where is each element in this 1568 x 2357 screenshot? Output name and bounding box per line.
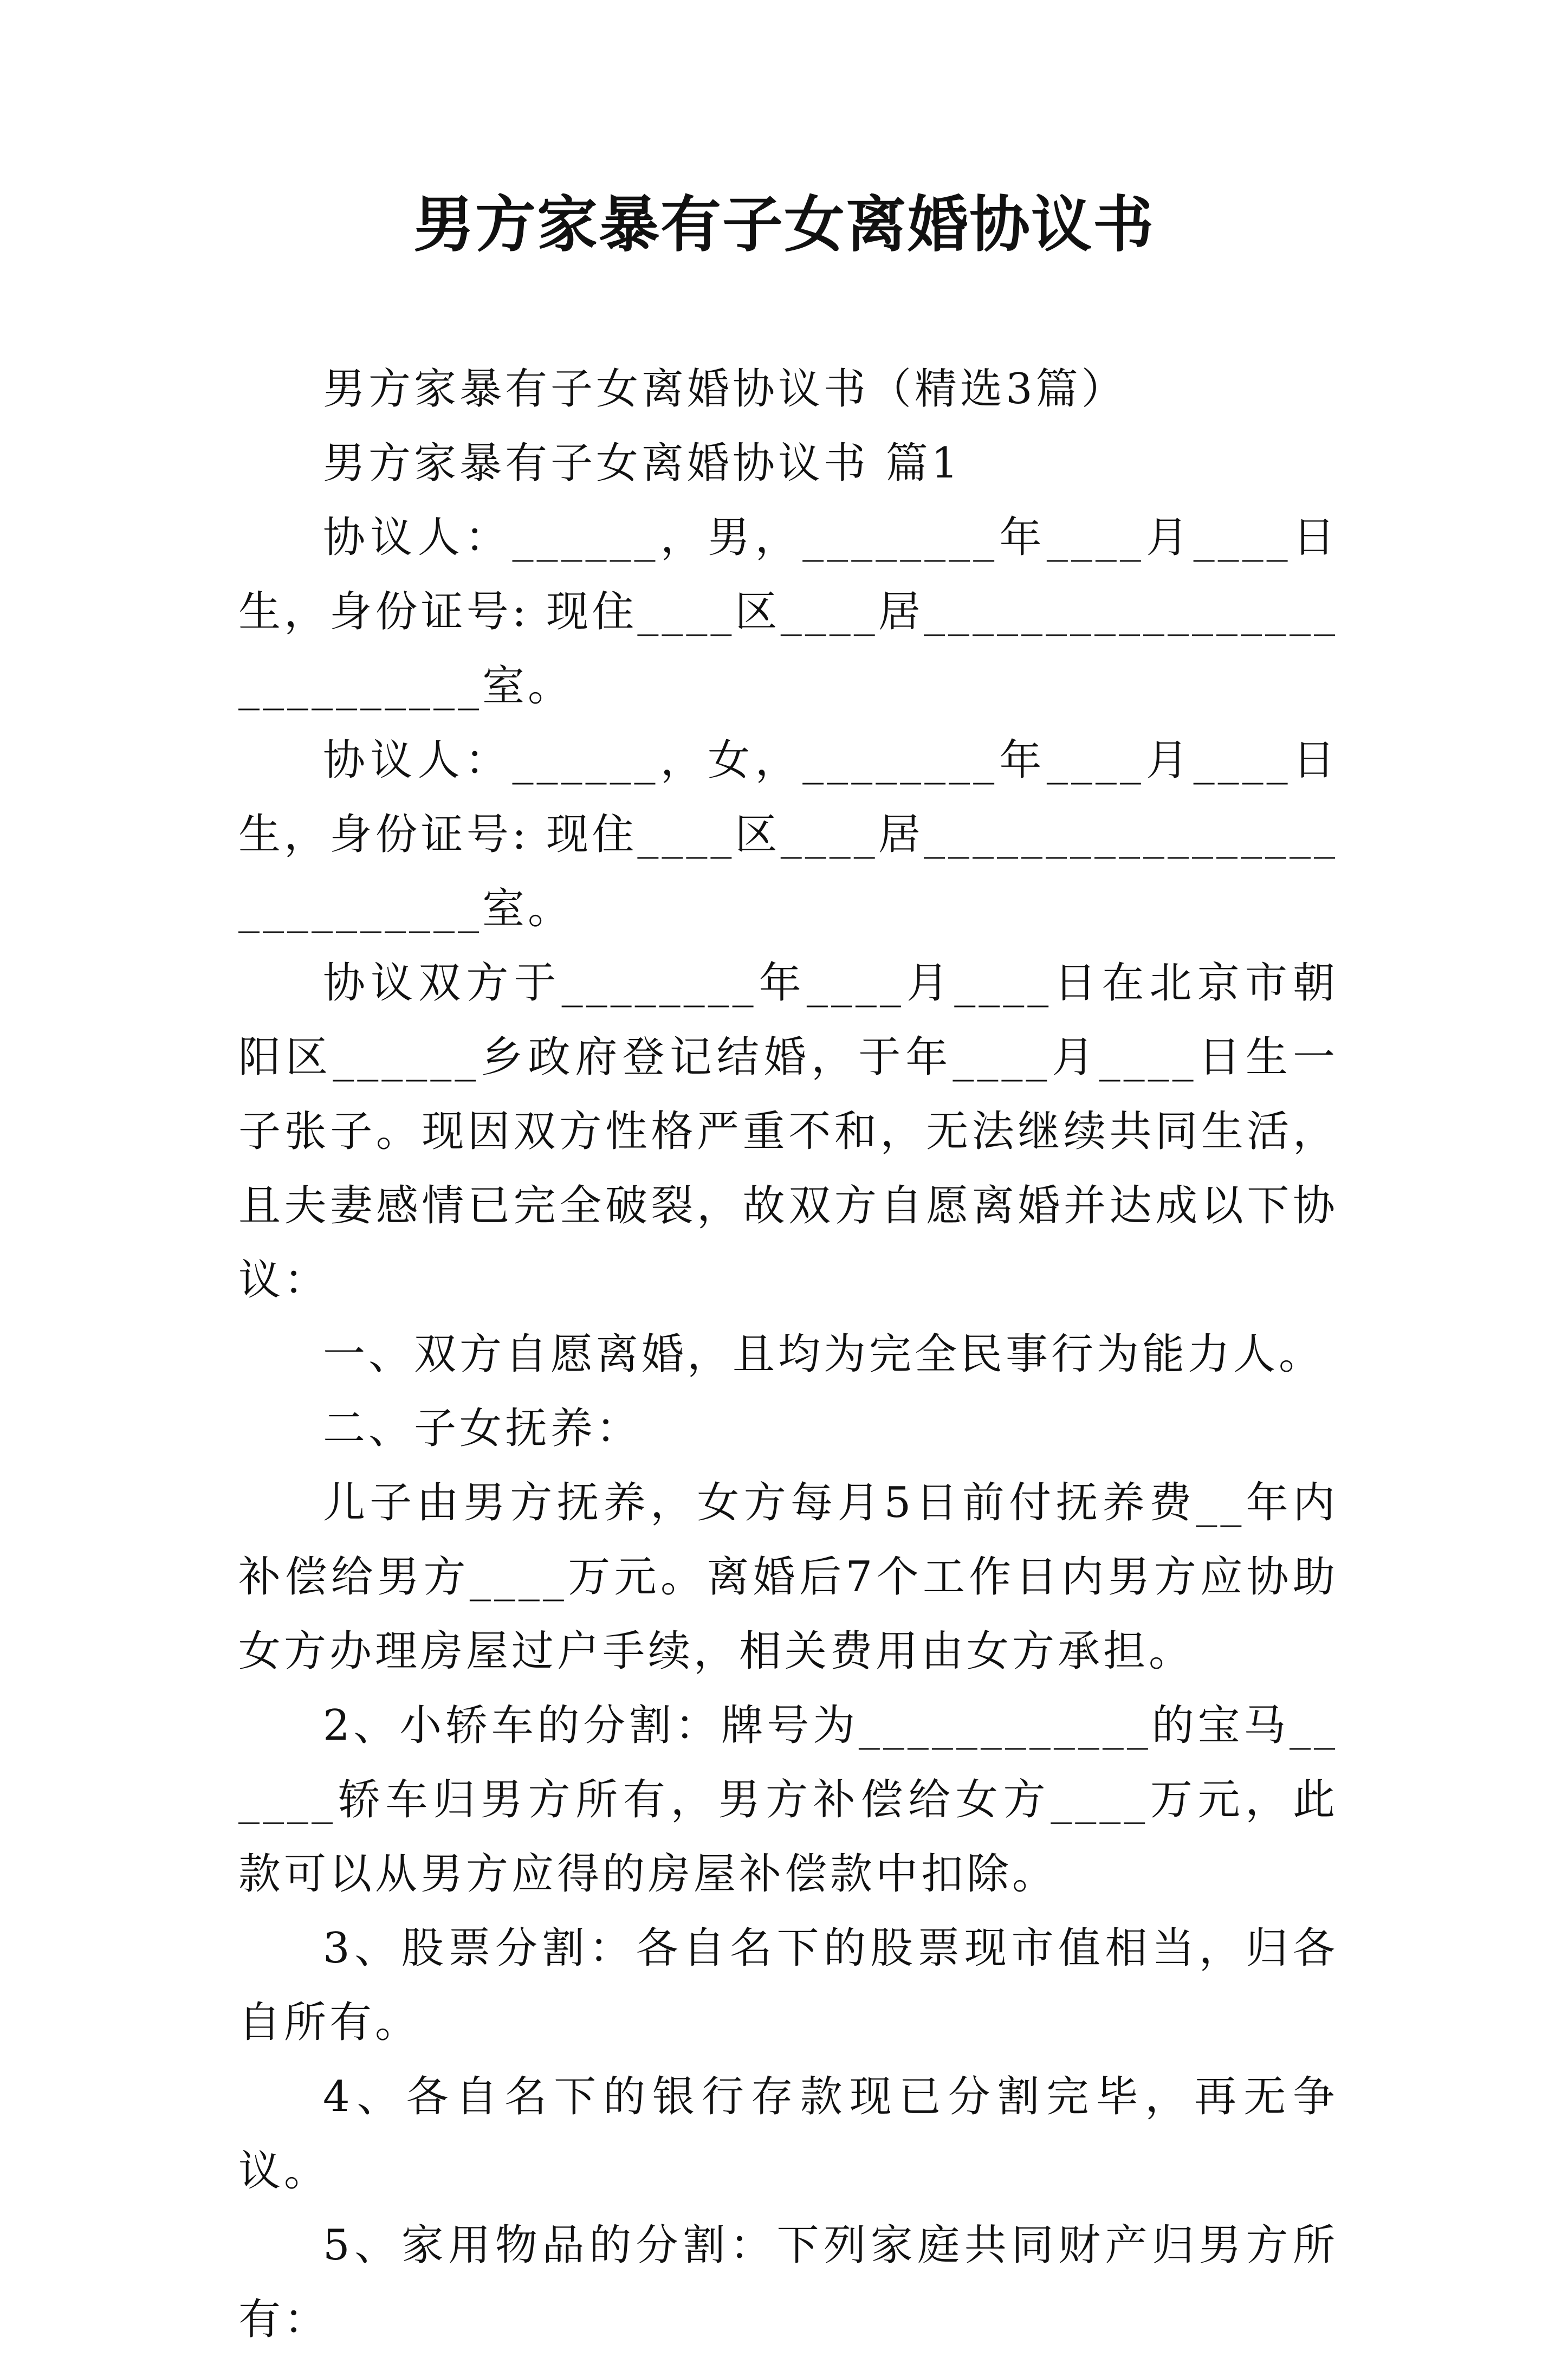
paragraph-clause-1: 一、双方自愿离婚，且均为完全民事行为能力人。 [323, 1330, 1325, 1379]
paragraph-clause-2-heading: 二、子女抚养： [323, 1404, 642, 1453]
paragraph-subtitle: 男方家暴有子女离婚协议书（精选3篇） [323, 365, 1127, 414]
paragraph-section-heading: 男方家暴有子女离婚协议书 篇1 [323, 439, 962, 488]
paragraph-party-female: 协议人：______，女，________年____月____日生，身份证号: 现住____区____居___________________________室。 [238, 736, 1338, 933]
paragraph-household-items: 5、家用物品的分割：下列家庭共同财产归男方所有： [238, 2221, 1338, 2344]
paragraph-car-division: 2、小轿车的分割：牌号为____________的宝马______轿车归男方所有，男方补偿给女方____万元，此款可以从男方应得的房屋补偿款中扣除。 [238, 1701, 1338, 1898]
paragraph-bank-deposits: 4、各自名下的银行存款现已分割完毕，再无争议。 [238, 2072, 1338, 2195]
document-title: 男方家暴有子女离婚协议书 [413, 189, 1155, 260]
paragraph-stock-division: 3、股票分割：各自名下的股票现市值相当，归各自所有。 [238, 1924, 1338, 2047]
paragraph-child-support: 儿子由男方抚养，女方每月5日前付抚养费__年内补偿给男方____万元。离婚后7个工作日内男方应协助女方办理房屋过户手续，相关费用由女方承担。 [238, 1478, 1338, 1676]
document-body [238, 352, 1338, 2357]
paragraph-marriage-background: 协议双方于________年____月____日在北京市朝阳区______乡政府登记结婚，于年____月____日生一子张子。现因双方性格严重不和，无法继续共同生活，且夫妻感情已完全破裂，故双方自愿离婚并达成以下协议： [238, 959, 1338, 1305]
paragraph-party-male: 协议人：______，男，________年____月____日生，身份证号: 现住____区____居___________________________室。 [238, 513, 1338, 711]
